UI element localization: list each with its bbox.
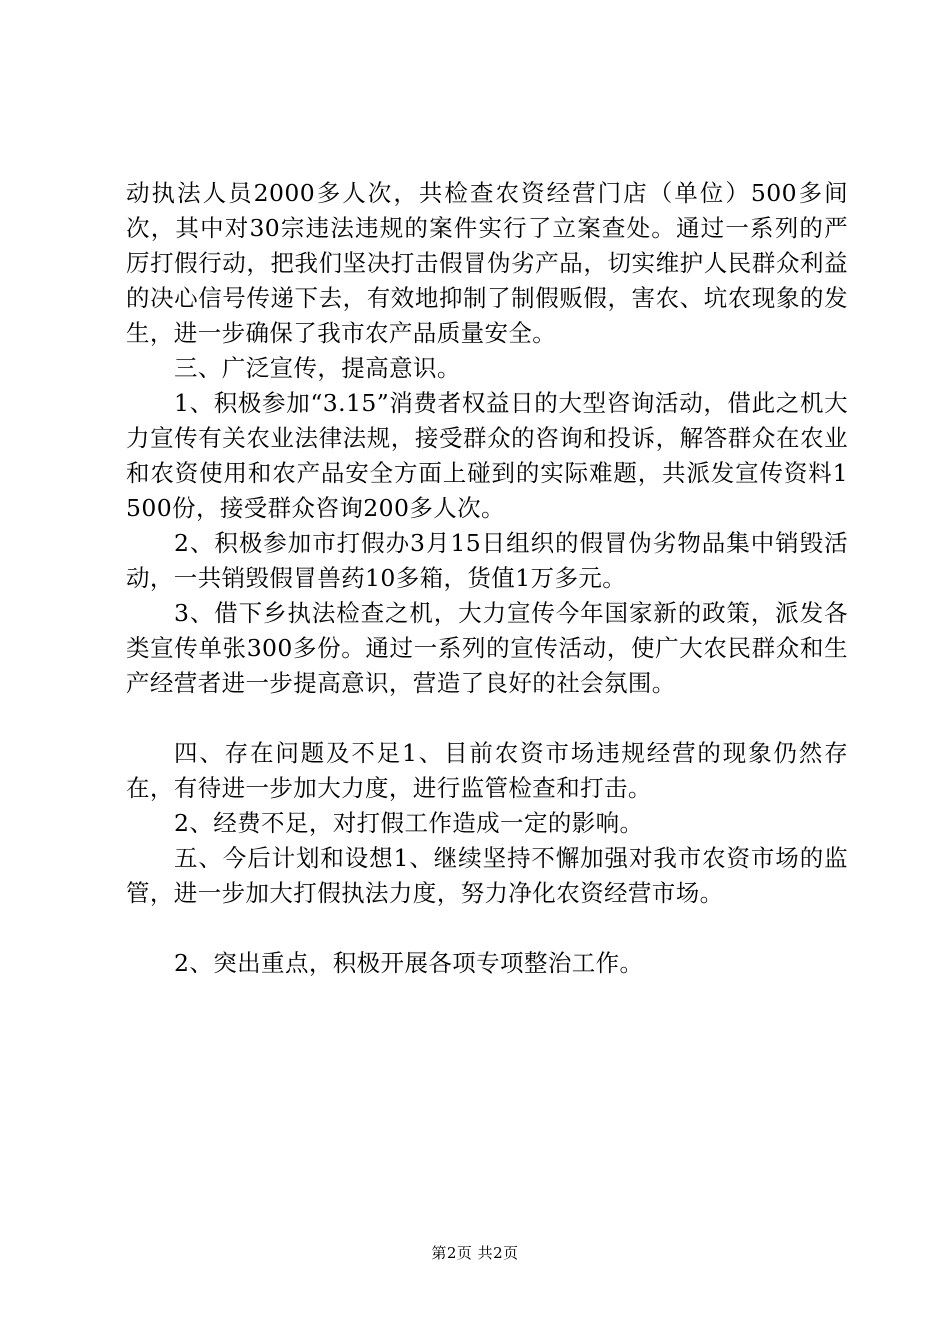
- document-body: [126, 176, 848, 981]
- paragraph-publicity-item-3: 3、借下乡执法检查之机，大力宣传今年国家新的政策，派发各类宣传单张300多份。通过一系列的宣传活动，使广大农民群众和生产经营者进一步提高意识，营造了良好的社会氛围。: [126, 599, 848, 697]
- paragraph-problems-item-2: 2、经费不足，对打假工作造成一定的影响。: [174, 809, 644, 837]
- paragraph-enforcement-summary: 动执法人员2000多人次，共检查农资经营门店（单位）500多间次，其中对30宗违法违规的案件实行了立案查处。通过一系列的严厉打假行动，把我们坚决打击假冒伪劣产品，切实维护人民群众利益的决心信号传递下去，有效地抑制了制假贩假，害农、坑农现象的发生，进一步确保了我市农产品质量安全。: [126, 179, 848, 347]
- page-footer: [0, 1243, 950, 1263]
- section-heading-publicity: 三、广泛宣传，提高意识。: [174, 354, 461, 382]
- paragraph-publicity-item-1: 1、积极参加“3.15”消费者权益日的大型咨询活动，借此之机大力宣传有关农业法律法规，接受群众的咨询和投诉，解答群众在农业和农资使用和农产品安全方面上碰到的实际难题，共派发宣传资料1500份，接受群众咨询200多人次。: [126, 389, 848, 522]
- paragraph-publicity-item-2: 2、积极参加市打假办3月15日组织的假冒伪劣物品集中销毁活动，一共销毁假冒兽药10多箱，货值1万多元。: [126, 529, 848, 592]
- page-number-label: 第2页 共2页: [431, 1244, 519, 1262]
- paragraph-future-plans-item-2: 2、突出重点，积极开展各项专项整治工作。: [174, 949, 644, 977]
- paragraph-future-plans: 五、今后计划和设想1、继续坚持不懈加强对我市农资市场的监管，进一步加大打假执法力度，努力净化农资经营市场。: [126, 844, 848, 907]
- paragraph-problems: 四、存在问题及不足1、目前农资市场违规经营的现象仍然存在，有待进一步加大力度，进行监管检查和打击。: [126, 739, 848, 802]
